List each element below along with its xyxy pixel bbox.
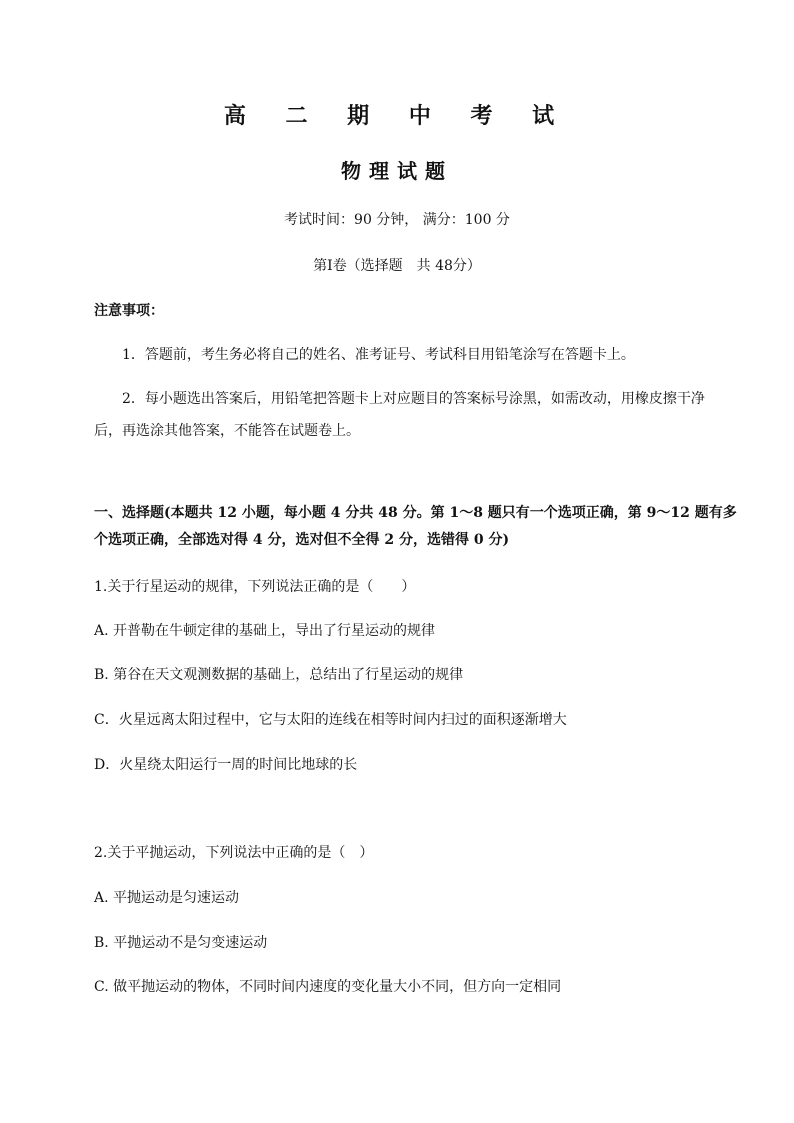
question-1-option-d: D．火星绕太阳运行一周的时间比地球的长 [94, 757, 358, 773]
notes-item-2-line-1: 2．每小题选出答案后，用铅笔把答题卡上对应题目的答案标号涂黑，如需改动，用橡皮擦干净 [122, 391, 705, 407]
notes-heading: 注意事项： [94, 303, 164, 319]
question-2-option-a: A. 平抛运动是匀速运动 [94, 890, 240, 906]
subject-title: 物理试题 [341, 159, 453, 183]
question-2-option-b: B. 平抛运动不是匀变速运动 [94, 935, 268, 951]
exam-title: 高 二 期 中 考 试 [223, 103, 571, 129]
volume-label: 第Ⅰ卷（选择题 共 48分） [313, 258, 481, 274]
notes-item-2-line-2: 后，再选涂其他答案，不能答在试题卷上。 [94, 423, 360, 439]
question-1-option-c: C．火星远离太阳过程中，它与太阳的连线在相等时间内扫过的面积逐渐增大 [94, 712, 567, 728]
section-instructions-line-2: 个选项正确，全部选对得 4 分，选对但不全得 2 分，选错得 0 分) [94, 532, 510, 548]
section-instructions-line-1: 一、选择题(本题共 12 小题，每小题 4 分共 48 分。第 1～8 题只有一个选项正确，第 9～12 题有多 [94, 505, 737, 521]
question-1-stem: 1.关于行星运动的规律，下列说法正确的是（ ） [94, 579, 416, 595]
question-2-option-c: C. 做平抛运动的物体，不同时间内速度的变化量大小不同，但方向一定相同 [94, 979, 562, 995]
question-1-option-a: A. 开普勒在牛顿定律的基础上，导出了行星运动的规律 [94, 623, 436, 639]
exam-info: 考试时间：90 分钟， 满分：100 分 [284, 212, 510, 228]
notes-item-1: 1．答题前，考生务必将自己的姓名、准考证号、考试科目用铅笔涂写在答题卡上。 [122, 347, 635, 363]
question-2-stem: 2.关于平抛运动，下列说法中正确的是（ ） [94, 845, 374, 861]
question-1-option-b: B. 第谷在天文观测数据的基础上，总结出了行星运动的规律 [94, 667, 464, 683]
